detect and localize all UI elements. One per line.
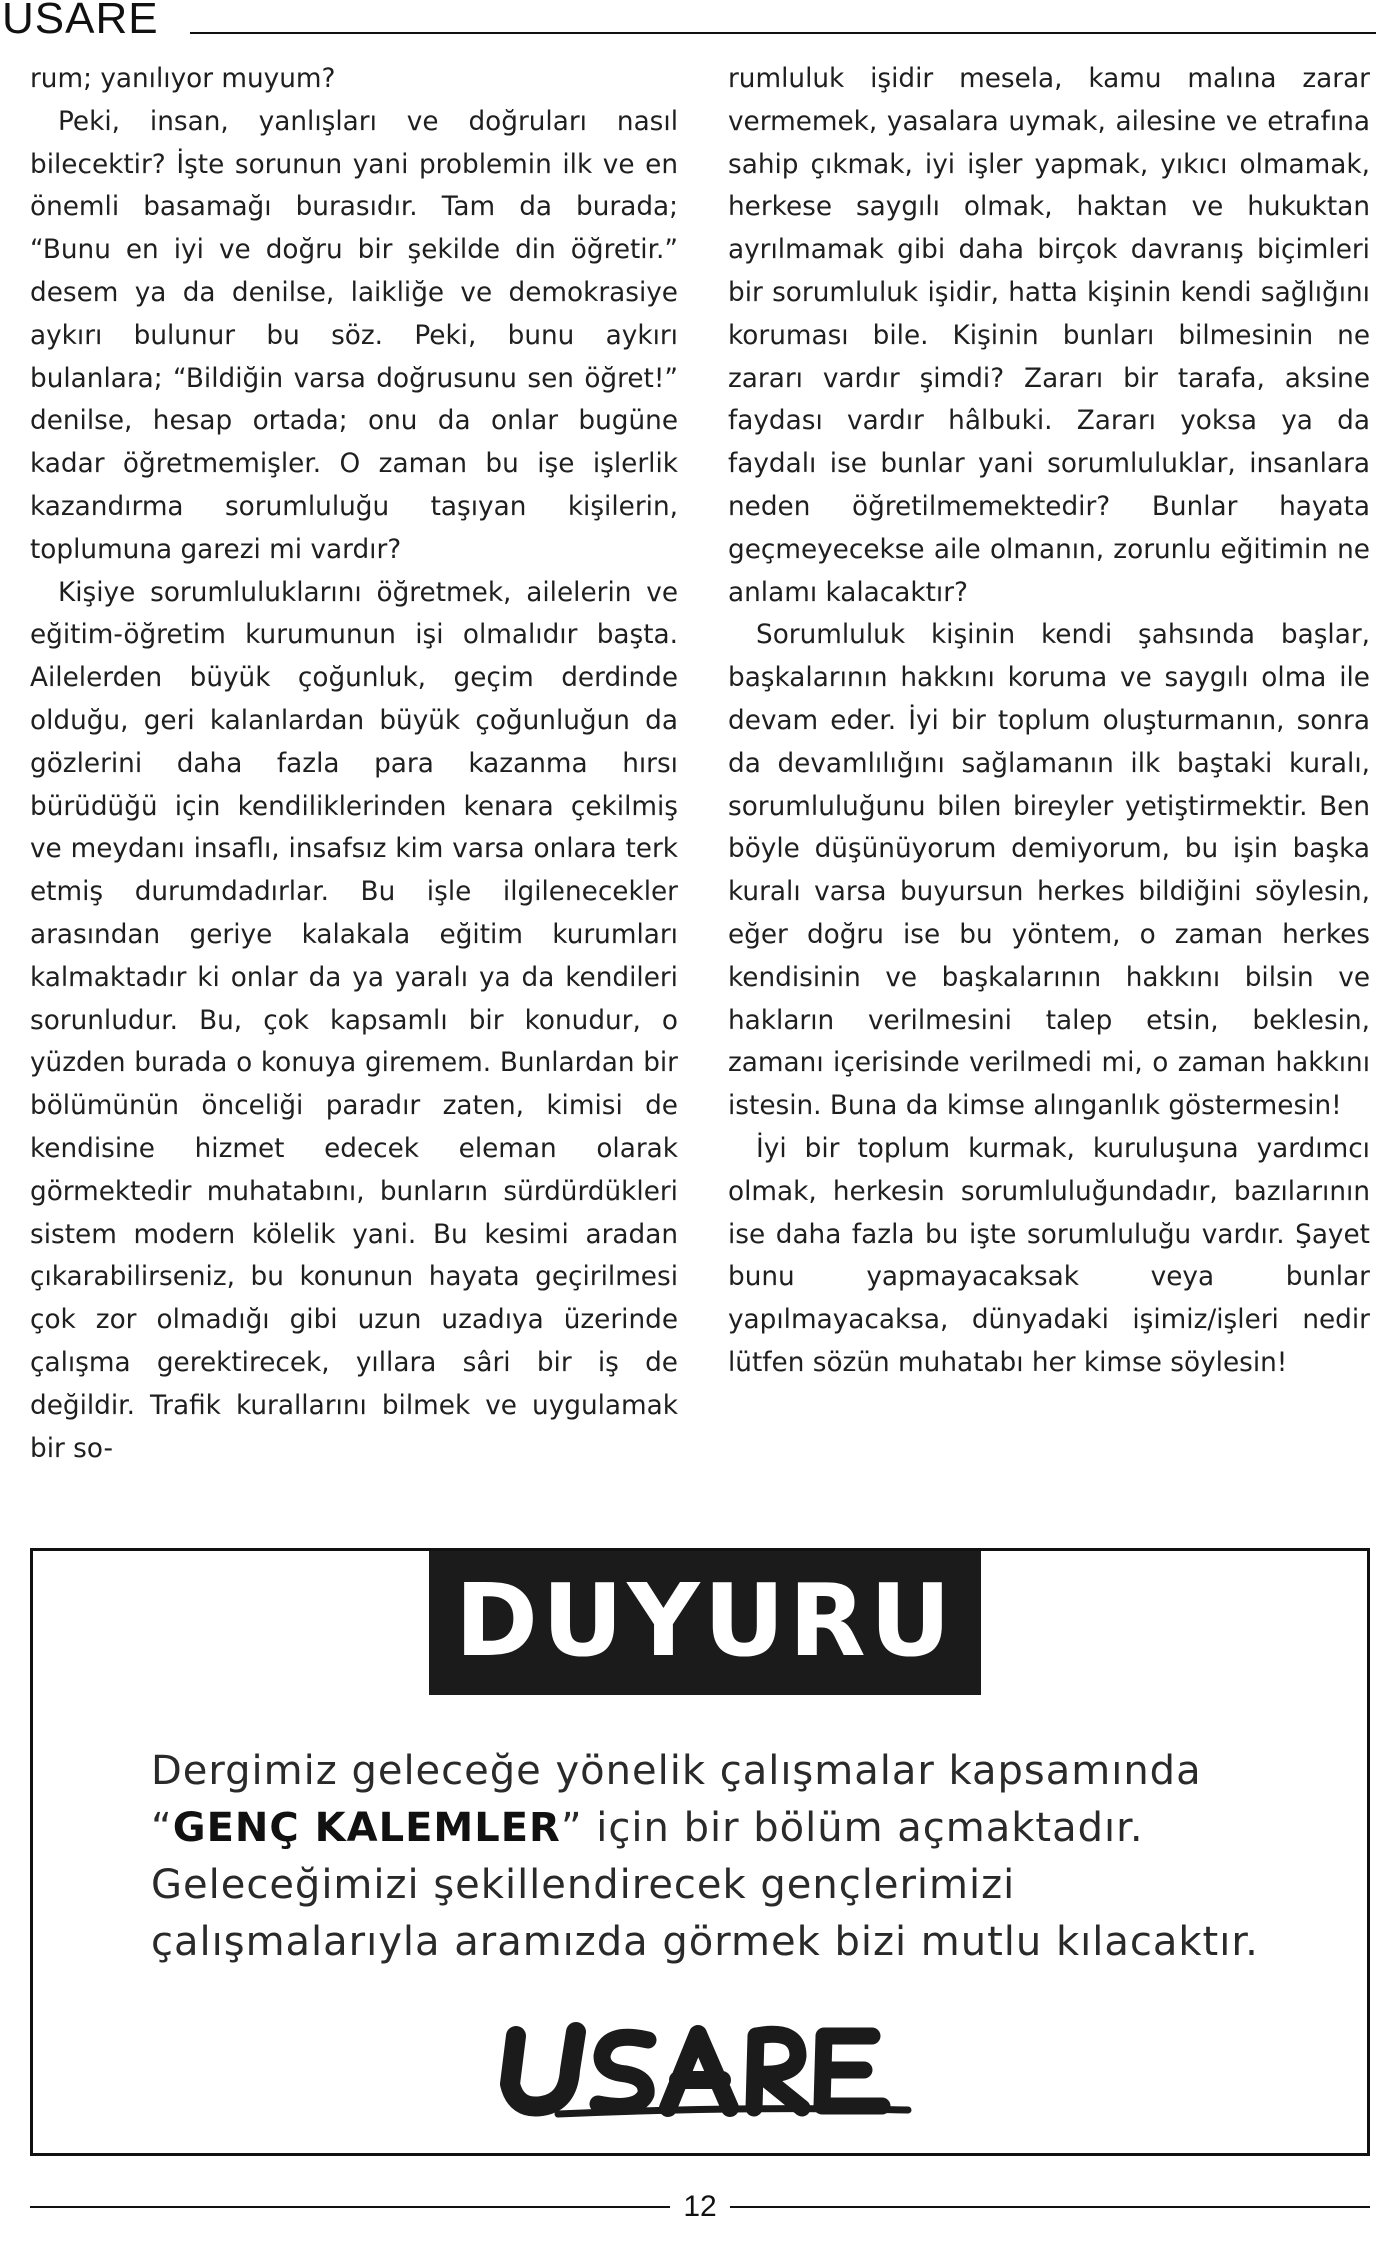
announcement-title: DUYURU [429,1551,981,1695]
magazine-brand: USARE [2,0,159,43]
announcement-line: Dergimiz geleceğe yönelik çalışmalar kapsamında [151,1748,1202,1794]
announcement-body [151,1743,1291,1971]
paragraph: İyi bir toplum kurmak, kuruluşuna yardımcı olmak, herkesin sorumluluğundadır, bazılarının ise daha fazla bu işte sorumluluğu vardır. Şayet bunu yapmayacaksak veya bunlar yapılmayacaksa, dünyadaki işimiz/işleri nedir lütfen sözün muhatabı her kimse söylesin! [728,1133,1370,1378]
announcement-line: için bir bölüm açmaktadır. [582,1805,1144,1851]
announcement-line: Geleceğimizi şekillendirecek gençlerimizi çalışmalarıyla aramızda görmek bizi mutlu kılacaktır. [151,1862,1259,1965]
footer-rule-right [730,2206,1370,2208]
usare-brush-logo [498,2014,918,2124]
paragraph: Peki, insan, yanlışları ve doğruları nasıl bilecektir? İşte sorunun yani problemin ilk ve en önemli basamağı burasıdır. Tam da burada; “Bunu en iyi ve doğru bir şekilde din öğretir.” desem ya da denilse, laikliğe ve demokrasiye aykırı bulunur bu söz. Peki, bunu aykırı bulanlara; “Bildiğin varsa doğrusunu sen öğret!” denilse, hesap ortada; onu da onlar bugüne kadar öğretmemişler. O zaman bu işe işlerlik kazandırma sorumluluğu taşıyan kişilerin, toplumuna garezi mi vardır? [30,106,678,565]
quote-open: “ [151,1805,173,1851]
announcement-highlight: GENÇ KALEMLER [172,1805,561,1851]
announcement-box [30,1548,1370,2156]
header-rule [190,32,1376,34]
paragraph: Sorumluluk kişinin kendi şahsında başlar, başkalarının hakkını koruma ve saygılı olma ile devam eder. İyi bir toplum oluşturmanın, sonra da devamlılığını sağlamanın ilk baştaki kuralı, sorumluluğunu bilen bireyler yetiştirmektir. Ben böyle düşünüyorum demiyorum, bu işin başka kuralı varsa buyursun herkes bildiğini söylesin, eğer doğru ise bu yöntem, o zaman herkes kendisinin ve başkalarının hakkını bilsin ve hakların verilmesini talep etsin, beklesin, zamanı içerisinde verilmedi mi, o zaman hakkını istesin. Buna da kimse alınganlık göstermesin! [728,620,1370,1122]
article-left-column [30,58,678,1470]
paragraph: rum; yanılıyor muyum? [30,64,336,94]
article-right-column [728,58,1370,1385]
masthead [0,0,1400,44]
quote-close: ” [560,1805,583,1851]
page-number: 12 [683,2190,717,2223]
paragraph: Kişiye sorumluluklarını öğretmek, ailelerin ve eğitim-öğretim kurumunun işi olmalıdır başta. Ailelerden büyük çoğunluk, geçim derdinde olduğu, geri kalanlardan büyük çoğunluğun da gözlerini daha fazla para kazanma hırsı bürüdüğü için kendiliklerinden kenara çekilmiş ve meydanı insaflı, insafsız kim varsa onlara terk etmiş durumdadırlar. Bu işle ilgilenecekler arasından geriye kalakala eğitim kurumları kalmaktadır ki onlar da ya yaralı ya da kendileri sorunludur. Bu, çok kapsamlı bir konudur, o yüzden burada o konuya giremem. Bunlardan bir bölümünün önceliği paradır zaten, kimisi de kendisine hizmet edecek eleman olarak görmektedir muhatabını, bunların sürdürdükleri sistem modern kölelik yani. Bu kesimi aradan çıkarabilirseniz, bu konunun hayata geçirilmesi çok zor olmadığı gibi uzun uzadıya üzerinde çalışma gerektirecek, yıllara sâri bir iş de değildir. Trafik kurallarını bilmek ve uygulamak bir so- [30,577,678,1464]
footer-rule-left [30,2206,670,2208]
paragraph: rumluluk işidir mesela, kamu malına zarar vermemek, yasalara uymak, ailesine ve etrafına sahip çıkmak, iyi işler yapmak, yıkıcı olmamak, herkese saygılı olmak, haktan ve hukuktan ayrılmamak gibi daha birçok davranış biçimleri bir sorumluluk işidir, hatta kişinin kendi sağlığını koruması bile. Kişinin bunları bilmesinin ne zararı vardır şimdi? Zararı bir tarafa, aksine faydası vardır hâlbuki. Zararı yoksa ya da faydalı ise bunlar yani sorumluluklar, insanlara neden öğretilmemektedir? Bunlar hayata geçmeyecekse aile olmanın, zorunlu eğitimin ne anlamı kalacaktır? [728,64,1370,608]
